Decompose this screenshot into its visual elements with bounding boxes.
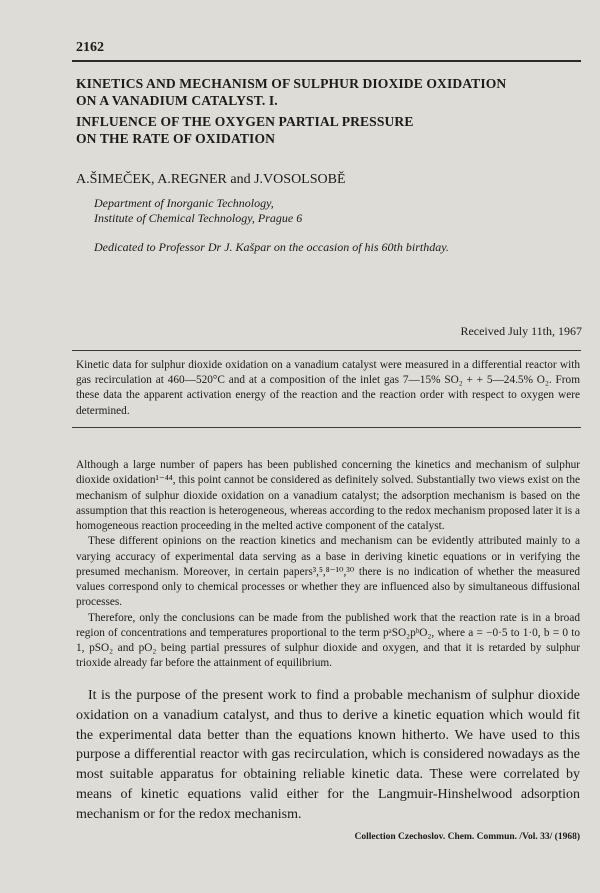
title-line: ON A VANADIUM CATALYST. I. bbox=[76, 93, 278, 108]
article-title bbox=[76, 75, 576, 147]
abstract-top-rule bbox=[72, 350, 581, 351]
paragraph: These different opinions on the reaction kinetics and mechanism can be evidently attributed mainly to a varying accuracy of experimental data serving as a base in deriving kinetic equations or in verifying the presumed mechanism. Moreover, in certain papers³,⁵,⁸⁻¹⁰,³⁰ there is no indication of whether the measured values correspond only to chemical processes or whether they are influenced also by simultaneous diffusional processes. bbox=[76, 535, 580, 609]
affiliation-line: Institute of Chemical Technology, Prague 6 bbox=[94, 211, 303, 225]
dedication: Dedicated to Professor Dr J. Kašpar on the occasion of his 60th birthday. bbox=[94, 240, 449, 254]
paragraph: It is the purpose of the present work to find a probable mechanism of sulphur dioxide oxidation on a vanadium catalyst, and thus to derive a kinetic equation which would fit the experimental data better than the equations known hitherto. We have used to this purpose a differential reactor with gas recirculation, which is considered nowadays as the most suitable apparatus for obtaining reliable kinetic data. These were correlated by means of kinetic equations valid either for the Langmuir-Hinshelwood adsorption mechanism or for the redox mechanism. bbox=[76, 688, 580, 822]
received-date: Received July 11th, 1967 bbox=[460, 324, 582, 338]
abstract: Kinetic data for sulphur dioxide oxidation on a vanadium catalyst were measured in a differential reactor with gas recirculation at 460—520°C and at a composition of the inlet gas 7—15% SO₂ + + 5—24.5% O₂. From these data the apparent activation energy of the reaction and the reaction order with respect to oxygen were determined. bbox=[76, 359, 580, 417]
paragraph: Therefore, only the conclusions can be made from the published work that the reaction rate is in a broad region of concentrations and temperatures proportional to the term pᵃSO₂pᵇO₂, where a = −0·5 to 1·0, b = 0 to 1, pSO₂ and pO₂ being partial pressures of sulphur dioxide and oxygen, and that it is retarded by sulphur trioxide already far before the attainment of equilibrium. bbox=[76, 611, 580, 670]
body-small-text bbox=[76, 458, 580, 672]
paragraph: Although a large number of papers has been published concerning the kinetics and mechanism of sulphur dioxide oxidation¹⁻⁴⁴, this point cannot be considered as definitely solved. Substantially two views exist on the mechanism of sulphur dioxide oxidation on a vanadium catalyst; the adsorption mechanism is based on the assumption that this reaction is heterogeneous, whereas according to the redox mechanism proposed later it is a homogeneous reaction proceeding in the melted active component of the catalyst. bbox=[76, 459, 580, 532]
affiliation bbox=[94, 196, 302, 226]
abstract-bottom-rule bbox=[72, 427, 581, 428]
page-number: 2162 bbox=[76, 40, 104, 55]
subtitle-line: INFLUENCE OF THE OXYGEN PARTIAL PRESSURE bbox=[76, 114, 414, 129]
authors: A.ŠIMEČEK, A.REGNER and J.VOSOLSOBĚ bbox=[76, 172, 346, 187]
affiliation-line: Department of Inorganic Technology, bbox=[94, 196, 274, 210]
journal-footer: Collection Czechoslov. Chem. Commun. /Vol. 33/ (1968) bbox=[354, 832, 580, 842]
subtitle-line: ON THE RATE OF OXIDATION bbox=[76, 131, 276, 146]
header-rule bbox=[72, 60, 581, 62]
title-line: KINETICS AND MECHANISM OF SULPHUR DIOXIDE OXIDATION bbox=[76, 76, 507, 91]
body-large-text bbox=[76, 686, 580, 825]
